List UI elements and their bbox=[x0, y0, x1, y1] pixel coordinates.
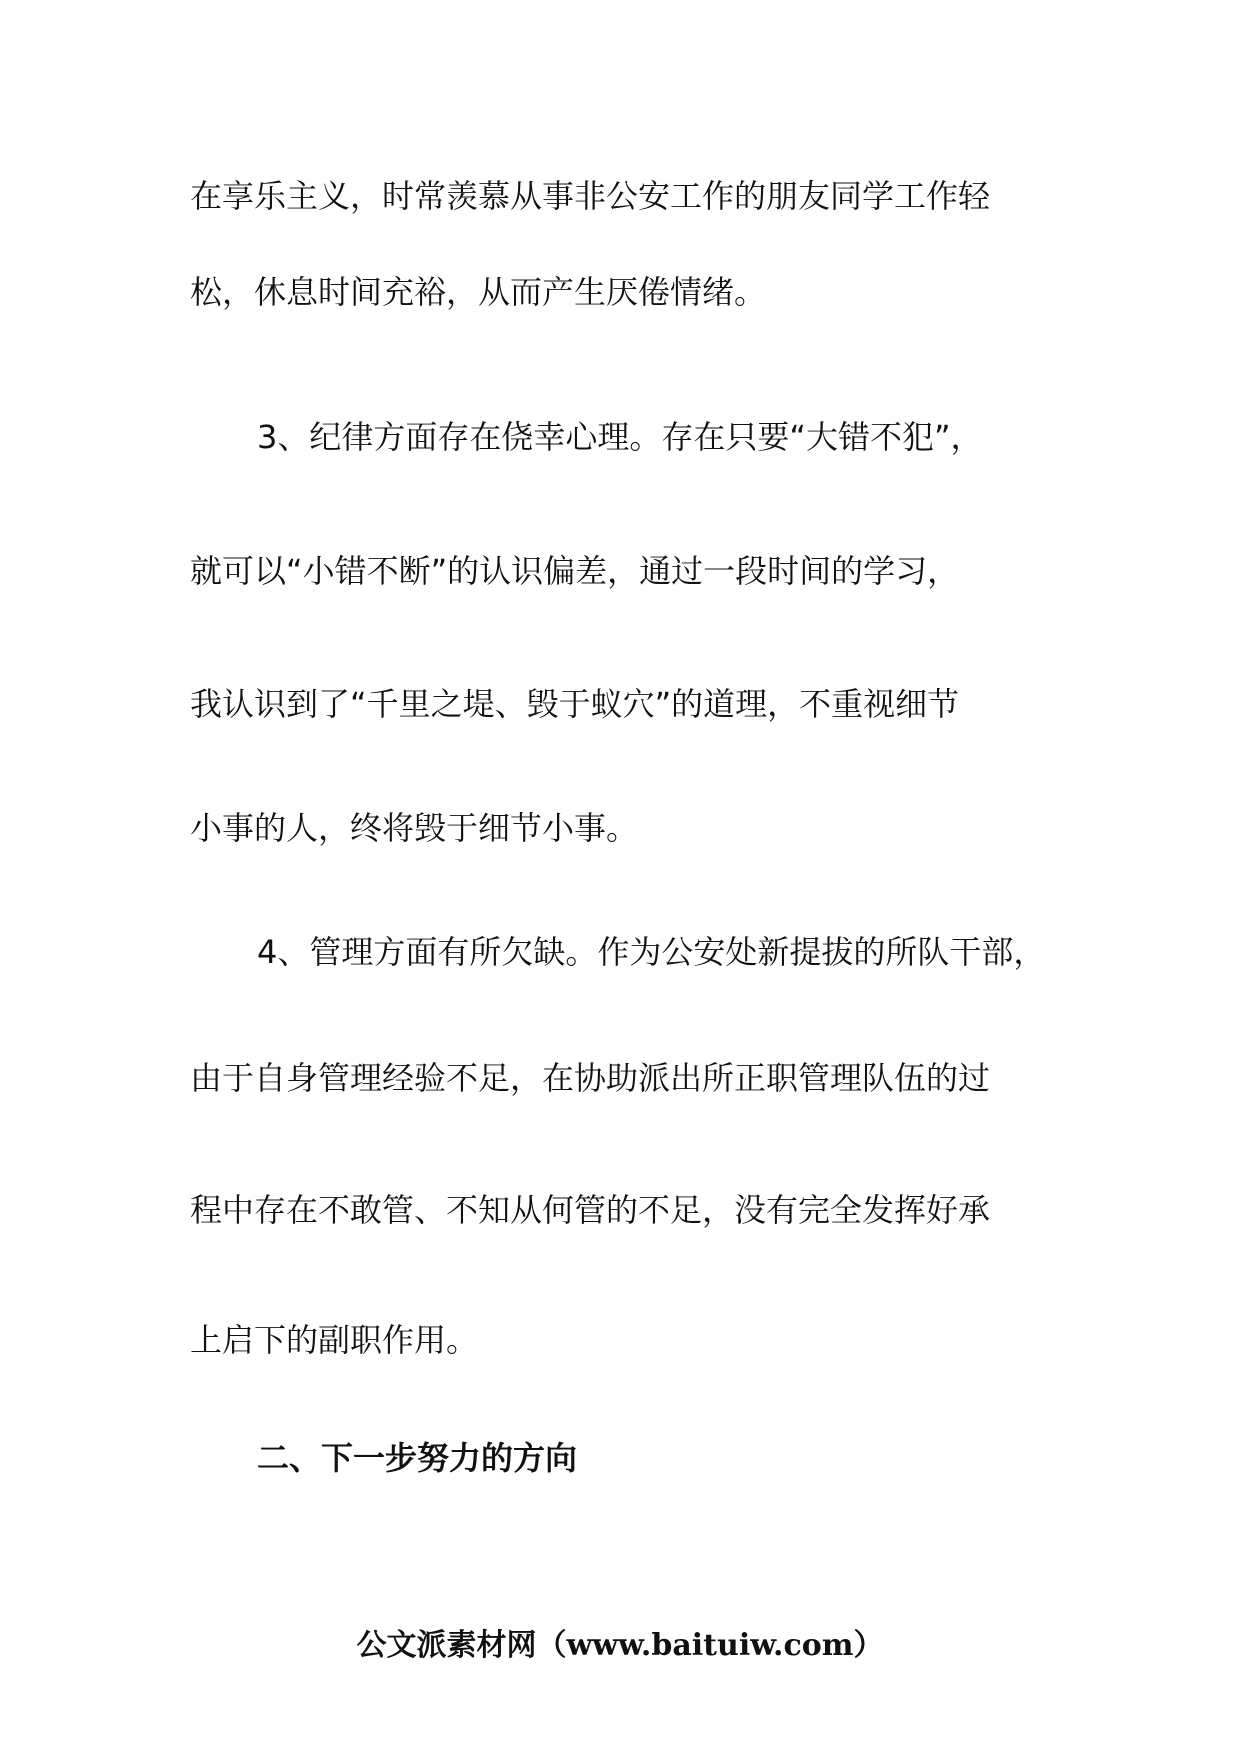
paragraph-line: 在享乐主义，时常羡慕从事非公安工作的朋友同学工作轻 bbox=[190, 177, 991, 215]
paragraph-line: 上启下的副职作用。 bbox=[190, 1321, 479, 1359]
footer-watermark-text: 公文派素材网（www.baituiw.com） bbox=[356, 1628, 884, 1663]
paragraph-line: 由于自身管理经验不足，在协助派出所正职管理队伍的过 bbox=[190, 1059, 991, 1097]
paragraph-line: 3、纪律方面存在侥幸心理。存在只要“大错不犯”， bbox=[257, 418, 983, 456]
paragraph-line: 就可以“小错不断”的认识偏差，通过一段时间的学习， bbox=[190, 552, 960, 590]
paragraph-line: 松，休息时间充裕，从而产生厌倦情绪。 bbox=[190, 273, 767, 311]
section-heading: 二、下一步努力的方向 bbox=[257, 1439, 578, 1477]
paragraph-line: 我认识到了“千里之堤、毁于蚁穴”的道理，不重视细节 bbox=[190, 685, 960, 723]
paragraph-line: 4、管理方面有所欠缺。作为公安处新提拔的所队干部， bbox=[257, 933, 1046, 971]
paragraph-line: 小事的人，终将毁于细节小事。 bbox=[190, 809, 639, 847]
paragraph-line: 程中存在不敢管、不知从何管的不足，没有完全发挥好承 bbox=[190, 1191, 991, 1229]
